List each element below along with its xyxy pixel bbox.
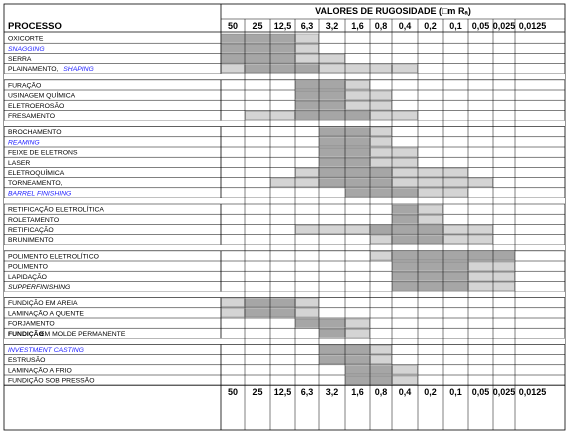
process-label: ESTRUSÃO (8, 357, 46, 365)
group-gap (4, 198, 565, 204)
roughness-bar-dark (346, 366, 392, 374)
roughness-bar-light (393, 376, 418, 384)
roughness-bar-dark (320, 179, 392, 187)
roughness-bar-light (469, 272, 515, 280)
roughness-bar-dark (393, 262, 468, 270)
roughness-bar-light (371, 128, 392, 136)
roughness-bar-dark (296, 111, 370, 119)
table-title: VALORES DE RUGOSIDADE (□m Rₐ) (315, 6, 471, 16)
process-label: OXICORTE (8, 35, 44, 43)
roughness-bar-dark (320, 345, 370, 353)
footer-column-label: 0,4 (398, 387, 412, 398)
process-label: ROLETAMENTO (8, 216, 60, 224)
column-header: 0,0125 (518, 21, 547, 31)
roughness-bar-light (296, 309, 319, 317)
roughness-bar-dark (393, 236, 443, 244)
roughness-bar-light (296, 34, 319, 42)
roughness-bar-light (371, 236, 392, 244)
roughness-bar-dark (371, 225, 443, 233)
roughness-bar-light (469, 262, 515, 270)
roughness-bar-dark (222, 44, 295, 52)
footer-column-label: 0,2 (424, 387, 437, 398)
roughness-bar-dark (320, 148, 370, 156)
roughness-bar-light (271, 179, 319, 187)
process-label: FUNDIÇÃO EM AREIA (8, 300, 78, 308)
column-header: 0,025 (492, 21, 516, 31)
column-header: 0,4 (398, 21, 412, 31)
roughness-bar-dark (346, 189, 418, 197)
process-label-extra: EM MOLDE PERMANENTE (40, 330, 126, 338)
footer-column-label: 12,5 (273, 387, 292, 398)
column-header: 12,5 (273, 21, 292, 31)
footer-column-label: 0,0125 (518, 387, 547, 398)
roughness-bar-light (222, 299, 245, 307)
process-label: TORNEAMENTO, (8, 180, 63, 188)
process-label: ELETROEROSÃO (8, 102, 65, 110)
footer-column-label: 25 (252, 387, 263, 398)
process-label: FUNDIÇÃO SOB PRESSÃO (8, 377, 95, 385)
roughness-bar-light (371, 138, 392, 146)
roughness-bar-light (371, 148, 418, 156)
process-label: USINAGEM QUÍMICA (8, 92, 76, 100)
process-label: BROCHAMENTO (8, 129, 62, 137)
process-label: LAMINAÇÃO A QUENTE (8, 310, 84, 318)
group-gap (4, 74, 565, 80)
roughness-bar-light (296, 44, 319, 52)
process-header: PROCESSO (8, 21, 62, 32)
roughness-bar-light (371, 111, 418, 119)
roughness-bar-dark (393, 282, 468, 290)
roughness-bar-dark (346, 376, 392, 384)
process-label: FUNDIÇÃO (8, 330, 44, 338)
roughness-bar-light (346, 329, 370, 337)
column-header: 6,3 (300, 21, 314, 31)
column-header: 0,1 (449, 21, 462, 31)
group-gap (4, 245, 565, 251)
roughness-bar-light (469, 282, 515, 290)
column-header: 1,6 (351, 21, 364, 31)
process-label: FRESAMENTO (8, 113, 56, 120)
footer-column-label: 0,8 (374, 387, 388, 398)
process-label: ELETROQUÍMICA (8, 170, 65, 177)
roughness-bar-dark (393, 205, 418, 213)
roughness-bar-dark (222, 54, 295, 62)
roughness-bar-light (320, 65, 392, 73)
roughness-bar-light (296, 225, 370, 233)
roughness-bar-dark (320, 168, 392, 176)
process-label: REAMING (8, 139, 40, 147)
roughness-bar-light (346, 319, 370, 327)
roughness-bar-dark (296, 91, 345, 99)
column-header: 3,2 (325, 21, 339, 31)
roughness-bar-light (419, 215, 443, 223)
process-label: BRUNIMENTO (8, 237, 54, 245)
footer-column-label: 0,05 (471, 387, 490, 398)
footer-column-label: 0,025 (492, 387, 516, 398)
group-gap (4, 292, 565, 298)
footer-column-label: 50 (227, 387, 239, 398)
roughness-bar-light (393, 65, 418, 73)
process-label: RETIFICAÇÃO ELETROLÍTICA (8, 206, 104, 214)
process-label: SUPPERFINISHING (8, 284, 71, 291)
column-header: 50 (227, 21, 239, 31)
process-label: LAPIDAÇÃO (8, 273, 47, 281)
footer-column-label: 3,2 (325, 387, 339, 398)
roughness-bar-dark (296, 101, 345, 109)
footer-column-label: 0,1 (449, 387, 462, 398)
roughness-bar-light (393, 168, 468, 176)
process-label: BARREL FINISHING (8, 190, 72, 198)
roughness-bar-light (346, 101, 392, 109)
roughness-bar-dark (393, 215, 418, 223)
roughness-bar-light (419, 205, 443, 213)
roughness-bar-light (371, 345, 392, 353)
roughness-bar-dark (222, 34, 295, 42)
process-label: SERRA (8, 56, 32, 63)
footer-column-label: 6,3 (300, 387, 314, 398)
column-header: 0,2 (424, 21, 437, 31)
process-label: FEIXE DE ELETRONS (8, 149, 78, 157)
process-label: POLIMENTO (8, 263, 48, 271)
roughness-bar-dark (320, 128, 370, 136)
roughness-bar-light (222, 309, 245, 317)
process-label-extra: SHAPING (63, 66, 94, 74)
roughness-bar-light (393, 366, 418, 374)
roughness-bar-light (346, 81, 370, 89)
process-label: FURAÇÃO (8, 82, 42, 90)
process-label: SNAGGING (8, 45, 45, 53)
column-header: 0,05 (471, 21, 490, 31)
roughness-bar-light (296, 54, 345, 62)
roughness-bar-dark (246, 65, 319, 73)
roughness-bar-dark (393, 272, 468, 280)
group-gap (4, 121, 565, 127)
footer-column-label: 1,6 (351, 387, 364, 398)
process-label: LASER (8, 159, 31, 167)
roughness-bar-light (393, 179, 493, 187)
roughness-bar-dark (393, 252, 515, 260)
roughness-bar-light (371, 158, 418, 166)
process-label: RETIFICAÇÃO (8, 227, 54, 234)
process-label: LAMINAÇÃO A FRIO (8, 367, 72, 375)
group-gap (4, 338, 565, 344)
roughness-bar-dark (320, 356, 370, 364)
roughness-bar-light (296, 299, 319, 307)
process-label: PLAINAMENTO, (8, 66, 59, 74)
roughness-bar-dark (320, 138, 370, 146)
process-label: INVESTMENT CASTING (8, 347, 84, 354)
roughness-bar-dark (296, 319, 345, 327)
roughness-bar-light (222, 65, 245, 73)
roughness-bar-dark (320, 158, 370, 166)
roughness-bar-light (371, 252, 392, 260)
roughness-bar-light (296, 168, 319, 176)
roughness-bar-dark (320, 329, 345, 337)
column-header: 0,8 (374, 21, 388, 31)
process-label: POLIMENTO ELETROLÍTICO (8, 253, 99, 261)
column-header: 25 (252, 21, 263, 31)
process-label: FORJAMENTO (8, 320, 55, 328)
roughness-bar-light (371, 356, 392, 364)
roughness-bar-light (346, 91, 392, 99)
roughness-bar-dark (296, 81, 345, 89)
